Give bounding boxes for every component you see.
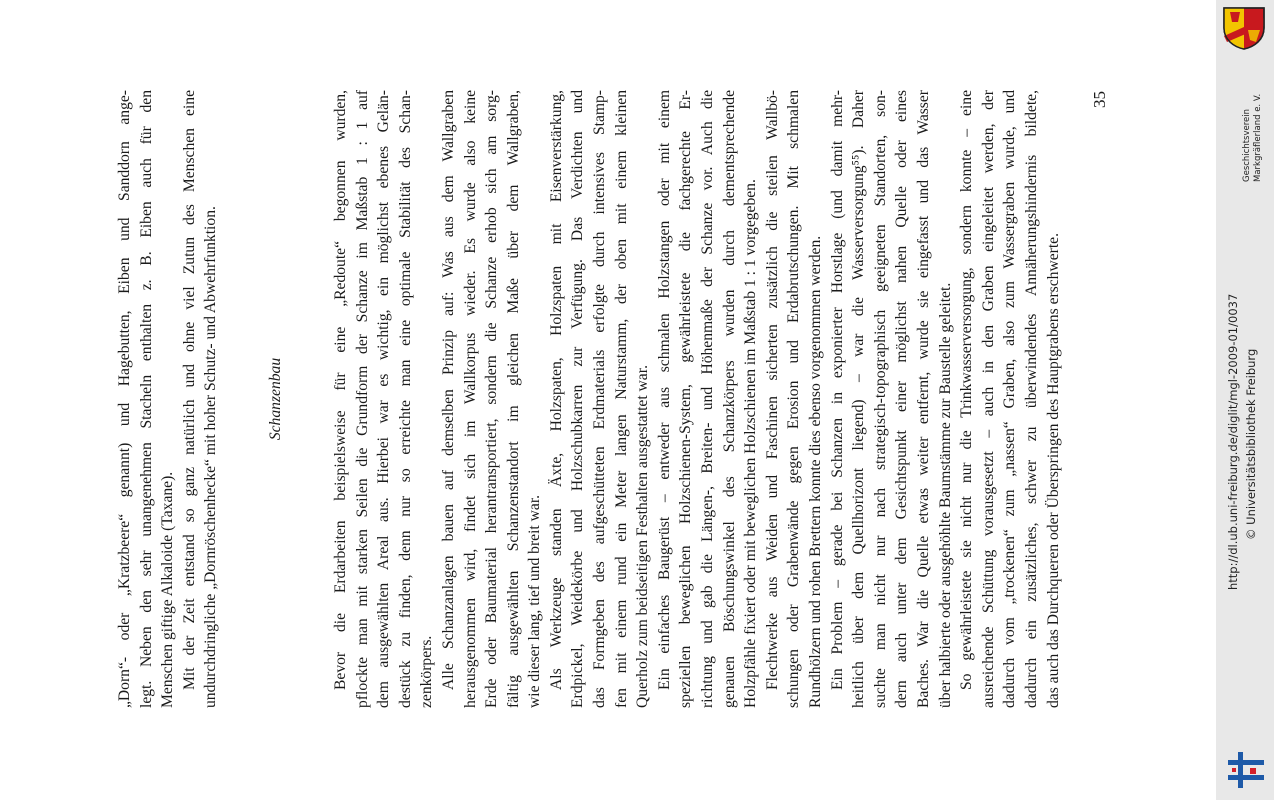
text-line: das auch das Durchqueren oder Überspringen des Hauptgrabens erschwerte. [1044,233,1062,708]
section-heading: Schanzenbau [267,357,285,441]
text-line: dadurch ein zusätzliches, schwer zu überwindendes Annäherungshindernis bildete, [1022,90,1040,708]
text-line: destück zu finden, denn nur so erreichte man eine optimale Stabilität des Schan- [396,90,414,708]
text-line: Menschen giftige Alkaloide (Taxane). [159,471,177,708]
text-line: So gewährleistete sie nicht nur die Trinkwasserversorgung, sondern konnte – eine [958,90,976,690]
blank-line [244,90,266,708]
sidebar-rotated [1216,0,1274,800]
text-line: über halbierte oder ausgehöhlte Baumstämme zur Baustelle geleitet. [936,282,954,708]
text-line: Ein Problem – gerade bei Schanzen in exponierter Horstlage (und damit mehr- [828,90,846,690]
text-line: richtung und gab die Längen-, Breiten- und Höhenmaße der Schanze vor. Auch die [699,90,717,708]
text-line: Erdpickel, Weidekörbe und Holzschubkarren zur Verfügung. Das Verdichten und [569,90,587,708]
text-line: genauen Böschungswinkel des Schanzkörpers wurden durch dementsprechende [720,90,738,708]
body-text [114,90,1064,708]
text-line: dem ausgewählten Areal aus. Hierbei war es wichtig, ein möglichst ebenes Gelän- [375,90,393,708]
text-line: fältig ausgewählten Schanzenstandort im gleichen Maße über dem Wallgraben, [504,90,522,708]
text-line: Mit der Zeit entstand so ganz natürlich und ohne viel Zutun des Menschen eine [180,90,198,690]
text-line: Holzpfähle fixiert oder mit beweglichen Holzschienen im Maßstab 1 : 1 vorgegeben. [742,179,760,708]
text-line: Querholz zum beidseitigen Festhalten ausgestattet war. [634,365,652,708]
text-line: Bevor die Erdarbeiten beispielsweise für eine „Redoute“ begonnen wurden, [331,90,349,690]
society-name-line2: Markgräflerland e. V. [1253,93,1263,182]
text-line: Erde oder Baumaterial herantransportiert, sondern die Schanze erhob sich am sorg- [483,90,501,708]
coat-of-arms-icon [1220,6,1268,50]
text-line: legt. Neben den sehr unangenehmen Stacheln enthalten z. B. Eiben auch für den [137,90,155,708]
text-line: zenkörpers. [418,635,436,708]
text-line: suchte man nicht nur nach strategisch-topographisch geeigneten Standorten, son- [871,90,889,708]
text-line: Rundhölzern und rohen Brettern konnte dies ebenso vorgenommen werden. [807,235,824,708]
text-line: dadurch vom „trockenen“ zum „nassen“ Graben, also zum Wassergraben wurde, und [1001,90,1019,708]
society-name-line1: Geschichtsverein [1242,108,1252,182]
text-line: pflockte man mit starken Seilen die Grundform der Schanze im Maßstab 1 : 1 auf [353,90,371,708]
text-line: undurchdringliche „Dornröschenhecke“ mit hoher Schutz- und Abwehrfunktion. [202,206,220,708]
copyright-notice: © Universitätsbibliothek Freiburg [1244,348,1258,540]
page-number: 35 [1090,91,1109,108]
text-line: fen mit einem rund ein Meter langen Naturstamm, der oben mit einem kleinen [612,90,630,708]
permalink-url[interactable]: http://dl.ub.uni-freiburg.de/diglit/mgl-2009-01/0037 [1226,293,1240,590]
ub-freiburg-logo-icon [1224,748,1268,792]
blank-line [308,90,330,708]
viewer-sidebar [1216,0,1274,800]
text-line: Als Werkzeuge standen Äxte, Holzspaten, Holzspaten mit Eisenverstärkung, [547,90,565,690]
text-line: dern auch unter dem Gesichtspunkt einer möglichst nahen Quelle oder eines [893,90,911,708]
text-line: wie dieser lang, tief und breit war. [526,494,544,708]
text-line: schungen oder Grabenwände gegen Erosion und Erdabrutschungen. Mit schmalen [785,90,803,708]
text-line: speziellen beweglichen Holzschienen-System, gewährleistete die fachgerechte Er- [677,90,695,708]
text-line: Flechtwerke aus Weiden und Faschinen sicherten zusätzlich die steilen Wallbö- [763,90,781,690]
text-line: Alle Schanzanlagen bauen auf demselben Prinzip auf: Was aus dem Wallgraben [439,90,457,690]
text-line: das Formgeben des aufgeschütteten Erdmaterials erfolgte durch intensives Stamp- [591,90,609,708]
text-line: ausreichende Schüttung vorausgesetzt – auch in den Graben eingeleitet werden, der [979,90,997,708]
text-line: „Dorn“- oder „Kratzbeere“ genannt) und Hagebutten, Eiben und Sanddorn ange- [116,90,133,708]
blank-line [287,90,309,708]
text-line: Ein einfaches Baugerüst – entweder aus schmalen Holzstangen oder mit einem [655,90,673,690]
blank-line [222,90,244,708]
text-line: Baches. War die Quelle etwas weiter entfernt, wurde sie eingefasst und das Wasser [914,90,932,708]
text-line: heitlich über dem Quellhorizont liegend) – war die Wasserversorgung⁵⁵). Daher [850,90,868,708]
text-line: herausgenommen wird, findet sich im Wallkorpus wieder. Es wurde also keine [461,90,479,708]
